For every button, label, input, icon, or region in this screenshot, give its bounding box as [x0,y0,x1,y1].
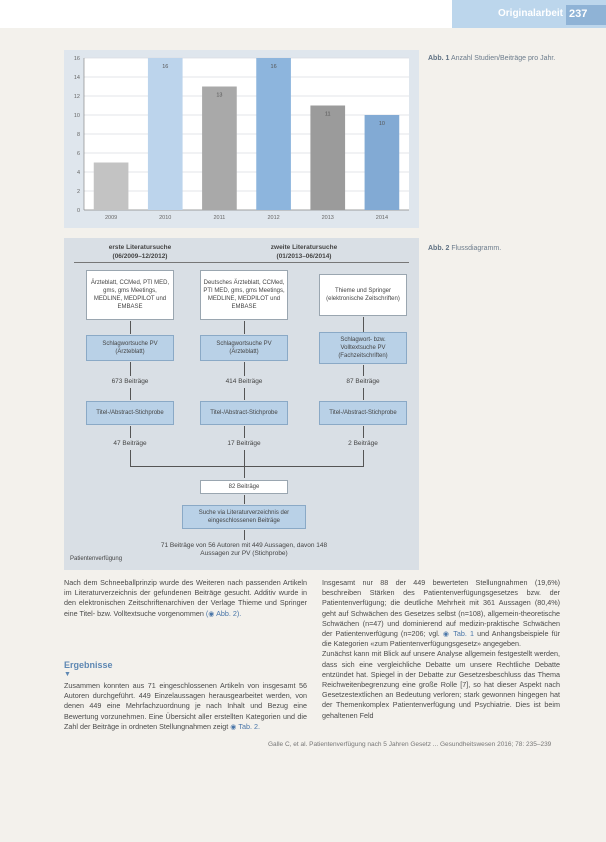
y-tick-label: 6 [76,151,80,157]
bar-2011 [202,87,237,211]
arrow [130,426,131,438]
col2-count1: 414 Beiträge [225,378,263,385]
body-text: Nach dem Schneeballprinzip wurde des Weiteren nach passenden Artikeln im Literaturverzeichnis der gefundenen Beiträge gesucht. Additiv wurde in den elektronischen Zeitschriftenarchiven der Verlage Thieme und Springer eine Titel- bzw. Volltextsuche vorgenommen [64,578,307,618]
table-reference: ◉ Tab. 2. [230,721,260,731]
arrow [363,450,364,466]
arrow [244,321,245,334]
y-tick-label: 0 [76,208,80,214]
first-search-range: (06/2009–12/2012) [112,253,168,260]
second-search-title: zweite Literatursuche [270,244,338,251]
y-tick-label: 16 [73,56,80,62]
figure-reference: (◉ Abb. 2). [205,608,242,618]
body-text: Insgesamt nur 88 der 449 bewerteten Stellungnahmen (19,6%) beschreiben Stärken des Patientenverfügungsgesetzes bzw. der Patientenverfügung; die deutliche Mehrheit mit 361 Aussagen (80,4%) geht auf Schwächen des Gesetzes selbst (n=108), allgemein-theoretische Schwächen (n=47) und dominierend auf medizin-praktische Schwächen der Patientenverfügung (n=206; vgl. [322,578,560,639]
figure1-caption-text: Anzahl Studien/Beiträge pro Jahr. [450,55,556,62]
arrow [363,365,364,376]
section-label: Originalarbeit [498,8,564,19]
y-tick-label: 2 [76,189,80,195]
figure2-label: Abb. 2 [428,245,450,252]
col1-count2: 47 Beiträge [113,440,147,447]
arrow [130,321,131,334]
col3-count1: 87 Beiträge [346,378,380,385]
arrow [244,495,245,504]
arrow [363,388,364,400]
col2-source-box: Deutsches Ärzteblatt, CCMed, PTI MED, gms, gms Meetings, MEDLINE, MEDPILOT und EMBASE [200,270,288,320]
arrow [244,450,245,478]
figure2-panel [64,238,419,570]
data-label-2010: 16 [162,64,169,70]
x-tick-label-2010: 2010 [159,215,172,221]
bar-2009 [94,163,129,211]
page-number: 237 [569,8,588,20]
body-text: Zunächst kann mit Blick auf unsere Analyse allgemein festgestellt werden, dass sich eine vergleichliche Debatte um unsere Rechtliche Debatte entzündet hat. Spiegel in der Debatte zur Gesetzesbeschluss das Thema Reichweitenbegrenzung eine große Rolle [7], so hat dieser Aspekt nach Gesetzestextlichen an Bedeutung verloren; stark gewonnen hingegen hat der Themenkomplex Patientenverfügung und Psychiatrie. Dies ist beim gehaltenen Feld [322,649,560,720]
body-paragraph [322,649,560,720]
bar-2012 [256,58,291,210]
figure2-caption-text: Flussdiagramm. [451,245,502,252]
arrow [130,388,131,400]
arrow [130,450,131,466]
body-paragraph [322,578,560,649]
col2-screen-box: Titel-/Abstract-Stichprobe [200,401,288,425]
col3-screen-box: Titel-/Abstract-Stichprobe [319,401,407,425]
body-text: Zusammen konnten aus 71 eingeschlossenen Artikeln von insgesamt 56 Autoren durchgeführt. 449 Einzelaussagen herausgearbeitet werden, von denen 449 eine Mehrfachzuordnung je nach Inhalt und Bezug eine Bewertung vorzunehmen. Eine Übersicht aller erstellten Kategorien und die Zahl der Beiträge in ordneten Stellungnahmen zeigt [64,681,307,731]
data-label-2014: 10 [378,121,385,127]
x-tick-label-2012: 2012 [267,215,280,221]
x-tick-label-2013: 2013 [321,215,334,221]
results-heading: Ergebnisse [64,660,113,670]
arrow [244,362,245,376]
col1-source-box: Ärzteblatt, CCMed, PTI MED, gms, gms Meetings, MEDLINE, MEDPILOT und EMBASE [86,270,174,320]
first-search-title: erste Literatursuche [108,244,172,251]
merged-count-box: 82 Beiträge [200,480,288,494]
bar-2013 [310,106,345,211]
final-result: 71 Beiträge von 56 Autoren mit 449 Aussagen, davon 148 Aussagen zur PV (Stichprobe) [160,542,328,557]
search-divider [74,262,409,263]
col2-keyword-box: Schlagwortsuche PV (Ärzteblatt) [200,335,288,361]
data-label-2011: 13 [216,92,223,99]
final-search-box: Suche via Literaturverzeichnis der eingeschlossenen Beiträge [182,505,306,529]
col1-screen-box: Titel-/Abstract-Stichprobe [86,401,174,425]
figure2-caption [428,244,558,253]
bar-2010 [148,58,183,210]
arrow [363,426,364,438]
source-note: Patientenverfügung [70,556,123,562]
body-left-column-2 [64,681,307,732]
y-tick-label: 8 [76,132,80,138]
bar-chart [64,50,419,228]
x-tick-label-2014: 2014 [375,215,389,221]
figure1-label: Abb. 1 [428,55,450,62]
body-paragraph [64,681,307,732]
col3-keyword-box: Schlagwort- bzw. Volltextsuche PV (Fachzeitschriften) [319,332,407,364]
second-search-range: (01/2013–06/2014) [276,253,332,260]
x-tick-label-2009: 2009 [104,215,118,221]
page-footer: Galle C, et al. Patientenverfügung nach 5 Jahren Gesetz ... Gesundheitswesen 2016; 78: 235–239 [268,741,552,748]
y-tick-label: 12 [73,94,80,100]
merge-line [130,466,364,467]
body-text: und Anhangsbeispiele für die Kategorien «zum Patientenverfügungsgesetz» angegeben. [322,629,561,649]
y-tick-label: 14 [73,75,80,81]
results-marker: ▼ [64,671,71,678]
arrow [130,362,131,376]
col1-keyword-box: Schlagwortsuche PV (Ärzteblatt) [86,335,174,361]
body-left-column [64,578,307,619]
data-label-2012: 16 [270,64,277,70]
arrow [244,388,245,400]
arrow [244,530,245,540]
figure1-panel [64,50,419,228]
body-right-column [322,578,560,721]
col3-source-box: Thieme und Springer (elektronische Zeitschriften) [319,274,407,316]
body-paragraph [64,578,307,619]
col1-count1: 673 Beiträge [111,378,149,385]
data-label-2013: 11 [324,111,331,118]
arrow [244,426,245,438]
col2-count2: 17 Beiträge [227,440,261,447]
y-tick-label: 10 [73,113,80,119]
y-tick-label: 4 [76,170,80,176]
bar-2014 [365,115,400,210]
table-reference: ◉ Tab. 1 [442,629,474,639]
x-tick-label-2011: 2011 [213,215,226,221]
col3-count2: 2 Beiträge [348,440,378,447]
figure1-caption [428,54,558,63]
